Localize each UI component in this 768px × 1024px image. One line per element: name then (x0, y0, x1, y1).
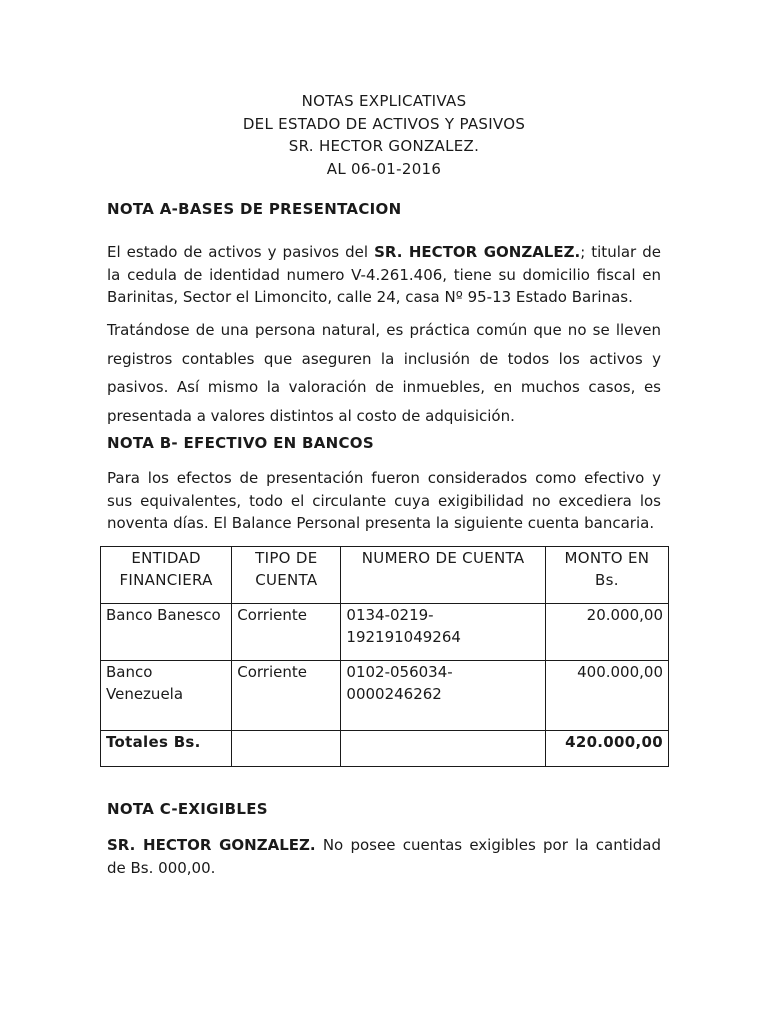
header-tipo-line-2: CUENTA (255, 571, 318, 589)
cell-entidad-line-2: Venezuela (106, 685, 184, 703)
cell-entidad: Banco Banesco (101, 604, 232, 661)
cell-numero-line-2: 0000246262 (346, 685, 442, 703)
document-title (0, 90, 768, 180)
title-line-3: SR. HECTOR GONZALEZ. (288, 137, 480, 155)
nota-c-p1-name: SR. HECTOR GONZALEZ. (107, 836, 316, 854)
table-totals-row (101, 731, 669, 767)
header-monto (545, 547, 668, 604)
nota-b-paragraph-1: Para los efectos de presentación fueron considerados como efectivo y sus equivalentes, todo el circulante cuya exigibilidad no excediera los noventa días. El Balance Personal presenta la siguiente cuenta bancaria. (107, 469, 661, 533)
nota-a-heading: NOTA A-BASES DE PRESENTACION (107, 200, 402, 218)
cell-monto: 400.000,00 (545, 661, 668, 731)
header-entidad-line-1: ENTIDAD (131, 549, 201, 567)
cell-numero-line-1: 0134-0219- (346, 606, 434, 624)
title-line-4: AL 06-01-2016 (326, 159, 442, 178)
cell-tipo: Corriente (232, 661, 341, 731)
nota-a-paragraph-2: Tratándose de una persona natural, es práctica común que no se lleven registros contables que aseguren la inclusión de todos los activos y pasivos. Así mismo la valoración de inmuebles, en muchos casos, es presentada a valores distintos al costo de adquisición. (107, 321, 661, 425)
title-line-2: DEL ESTADO DE ACTIVOS Y PASIVOS (242, 114, 526, 133)
totals-label: Totales Bs. (101, 731, 232, 767)
header-numero-text: NUMERO DE CUENTA (361, 549, 525, 567)
totals-empty-numero (341, 731, 545, 767)
cell-entidad-line-1: Banco (106, 663, 153, 681)
cell-numero-line-2: 192191049264 (346, 628, 461, 646)
table-row (101, 661, 669, 731)
bank-accounts-table (100, 546, 669, 767)
cell-tipo: Corriente (232, 604, 341, 661)
table-row (101, 604, 669, 661)
totals-monto: 420.000,00 (545, 731, 668, 767)
totals-empty-tipo (232, 731, 341, 767)
header-entidad-line-2: FINANCIERA (119, 571, 213, 589)
nota-c-p1-post: No posee cuentas exigibles por la cantidad de Bs. 000,00. (107, 836, 661, 877)
cell-numero (341, 604, 545, 661)
header-tipo (232, 547, 341, 604)
header-entidad (101, 547, 232, 604)
cell-numero-line-1: 0102-056034- (346, 663, 453, 681)
nota-a-p1-pre: El estado de activos y pasivos del (107, 243, 375, 261)
cell-numero (341, 661, 545, 731)
header-numero (341, 547, 545, 604)
title-line-1: NOTAS EXPLICATIVAS (301, 92, 467, 110)
cell-entidad (101, 661, 232, 731)
nota-c-paragraph-1 (107, 834, 661, 879)
nota-c-heading: NOTA C-EXIGIBLES (107, 800, 268, 818)
nota-a-p1-name: SR. HECTOR GONZALEZ. (374, 243, 581, 261)
cell-monto: 20.000,00 (545, 604, 668, 661)
table-header-row (101, 547, 669, 604)
header-monto-line-2: Bs. (594, 571, 619, 589)
nota-a-p1-post: ; titular de la cedula de identidad numero V-4.261.406, tiene su domicilio fiscal en Barinitas, Sector el Limoncito, calle 24, casa Nº 95-13 Estado Barinas. (107, 243, 661, 307)
header-tipo-line-1: TIPO DE (255, 549, 318, 567)
nota-a-paragraph-1 (107, 241, 661, 309)
header-monto-line-1: MONTO EN (564, 549, 650, 567)
nota-b-heading: NOTA B- EFECTIVO EN BANCOS (107, 434, 374, 452)
